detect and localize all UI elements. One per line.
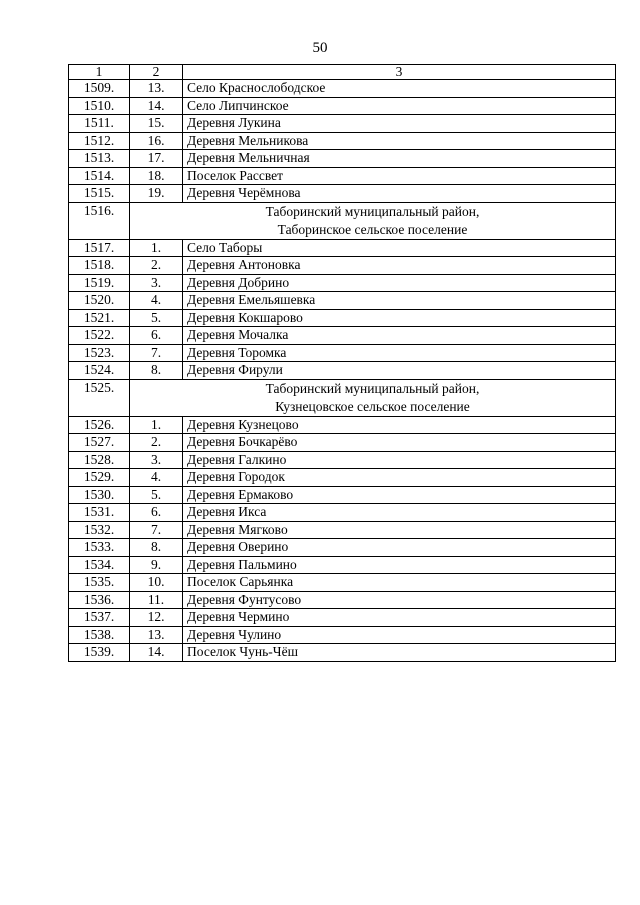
row-total-number: 1532.: [69, 521, 130, 539]
page-number: 50: [312, 40, 328, 56]
row-local-number: 13.: [130, 80, 183, 98]
row-local-number: 6.: [130, 504, 183, 522]
row-total-number: 1519.: [69, 274, 130, 292]
row-local-number: 13.: [130, 626, 183, 644]
row-settlement-name: Деревня Городок: [183, 469, 616, 487]
table-row: [69, 344, 616, 362]
row-settlement-name: Деревня Кокшарово: [183, 309, 616, 327]
row-settlement-name: Деревня Мягково: [183, 521, 616, 539]
row-settlement-name: Деревня Чулино: [183, 626, 616, 644]
row-total-number: 1533.: [69, 539, 130, 557]
table-row: [69, 591, 616, 609]
row-settlement-name: Деревня Антоновка: [183, 257, 616, 275]
row-total-number: 1520.: [69, 292, 130, 310]
row-settlement-name: Село Таборы: [183, 239, 616, 257]
row-settlement-name: Село Краснослободское: [183, 80, 616, 98]
row-settlement-name: Деревня Мельничная: [183, 150, 616, 168]
table-row: [69, 362, 616, 380]
table-row: [69, 486, 616, 504]
section-title-district: Таборинский муниципальный район,: [265, 203, 480, 219]
table-row: [69, 574, 616, 592]
row-total-number: 1535.: [69, 574, 130, 592]
row-total-number: 1510.: [69, 97, 130, 115]
table-row: [69, 132, 616, 150]
row-local-number: 8.: [130, 362, 183, 380]
row-settlement-name: Деревня Бочкарёво: [183, 434, 616, 452]
row-total-number: 1528.: [69, 451, 130, 469]
row-local-number: 3.: [130, 451, 183, 469]
row-total-number: 1525.: [69, 379, 130, 416]
row-total-number: 1514.: [69, 167, 130, 185]
column-header-total-number: 1: [69, 65, 130, 80]
row-settlement-name: Деревня Мельникова: [183, 132, 616, 150]
row-total-number: 1523.: [69, 344, 130, 362]
row-local-number: 4.: [130, 292, 183, 310]
table-row: [69, 185, 616, 203]
row-settlement-name: Поселок Чунь-Чёш: [183, 644, 616, 662]
row-local-number: 2.: [130, 434, 183, 452]
row-total-number: 1527.: [69, 434, 130, 452]
row-settlement-name: Деревня Черёмнова: [183, 185, 616, 203]
row-total-number: 1513.: [69, 150, 130, 168]
row-total-number: 1517.: [69, 239, 130, 257]
row-local-number: 15.: [130, 115, 183, 133]
column-header-local-number: 2: [130, 65, 183, 80]
row-settlement-name: Деревня Добрино: [183, 274, 616, 292]
row-total-number: 1522.: [69, 327, 130, 345]
row-local-number: 5.: [130, 486, 183, 504]
section-title-settlement: Таборинское сельское поселение: [277, 221, 468, 237]
settlements-table: [68, 64, 616, 662]
section-title: [130, 379, 616, 416]
section-title: [130, 202, 616, 239]
table-row: [69, 115, 616, 133]
row-total-number: 1509.: [69, 80, 130, 98]
row-total-number: 1521.: [69, 309, 130, 327]
row-total-number: 1515.: [69, 185, 130, 203]
row-local-number: 7.: [130, 521, 183, 539]
row-settlement-name: Деревня Фунтусово: [183, 591, 616, 609]
column-header-settlement-name: 3: [183, 65, 616, 80]
row-local-number: 11.: [130, 591, 183, 609]
table-row: [69, 292, 616, 310]
row-total-number: 1524.: [69, 362, 130, 380]
row-settlement-name: Деревня Пальмино: [183, 556, 616, 574]
row-total-number: 1511.: [69, 115, 130, 133]
row-settlement-name: Село Липчинское: [183, 97, 616, 115]
table-row: [69, 167, 616, 185]
table-row: [69, 150, 616, 168]
table-row: [69, 416, 616, 434]
row-local-number: 14.: [130, 97, 183, 115]
table-row: [69, 327, 616, 345]
table-row: [69, 556, 616, 574]
table-row: [69, 521, 616, 539]
row-total-number: 1538.: [69, 626, 130, 644]
table-row: [69, 239, 616, 257]
table-row: [69, 257, 616, 275]
table-row: [69, 644, 616, 662]
row-total-number: 1516.: [69, 202, 130, 239]
row-total-number: 1526.: [69, 416, 130, 434]
row-settlement-name: Деревня Ермаково: [183, 486, 616, 504]
row-settlement-name: Деревня Лукина: [183, 115, 616, 133]
row-settlement-name: Деревня Емельяшевка: [183, 292, 616, 310]
row-local-number: 5.: [130, 309, 183, 327]
row-local-number: 2.: [130, 257, 183, 275]
row-settlement-name: Деревня Икса: [183, 504, 616, 522]
row-settlement-name: Деревня Галкино: [183, 451, 616, 469]
row-settlement-name: Деревня Кузнецово: [183, 416, 616, 434]
row-local-number: 17.: [130, 150, 183, 168]
row-local-number: 4.: [130, 469, 183, 487]
row-local-number: 19.: [130, 185, 183, 203]
table-row: [69, 609, 616, 627]
row-local-number: 10.: [130, 574, 183, 592]
table-body: [69, 80, 616, 662]
row-settlement-name: Деревня Торомка: [183, 344, 616, 362]
table-row: [69, 434, 616, 452]
row-local-number: 12.: [130, 609, 183, 627]
row-local-number: 18.: [130, 167, 183, 185]
row-total-number: 1512.: [69, 132, 130, 150]
row-settlement-name: Деревня Фирули: [183, 362, 616, 380]
row-settlement-name: Деревня Чермино: [183, 609, 616, 627]
table-row: [69, 309, 616, 327]
section-title-district: Таборинский муниципальный район,: [265, 380, 480, 396]
table-header-row: [69, 65, 616, 80]
row-settlement-name: Поселок Сарьянка: [183, 574, 616, 592]
row-local-number: 3.: [130, 274, 183, 292]
row-settlement-name: Деревня Оверино: [183, 539, 616, 557]
row-local-number: 9.: [130, 556, 183, 574]
row-total-number: 1529.: [69, 469, 130, 487]
table-row: [69, 504, 616, 522]
row-total-number: 1537.: [69, 609, 130, 627]
table-row: [69, 97, 616, 115]
section-header-row: [69, 379, 616, 416]
row-local-number: 1.: [130, 239, 183, 257]
row-local-number: 14.: [130, 644, 183, 662]
section-title-settlement: Кузнецовское сельское поселение: [275, 398, 470, 414]
row-total-number: 1530.: [69, 486, 130, 504]
table-row: [69, 539, 616, 557]
row-local-number: 7.: [130, 344, 183, 362]
table-row: [69, 80, 616, 98]
table-row: [69, 469, 616, 487]
row-total-number: 1539.: [69, 644, 130, 662]
row-local-number: 8.: [130, 539, 183, 557]
table-row: [69, 451, 616, 469]
row-settlement-name: Деревня Мочалка: [183, 327, 616, 345]
row-total-number: 1518.: [69, 257, 130, 275]
row-total-number: 1534.: [69, 556, 130, 574]
row-total-number: 1536.: [69, 591, 130, 609]
table-row: [69, 274, 616, 292]
row-total-number: 1531.: [69, 504, 130, 522]
row-local-number: 1.: [130, 416, 183, 434]
section-header-row: [69, 202, 616, 239]
row-local-number: 16.: [130, 132, 183, 150]
row-local-number: 6.: [130, 327, 183, 345]
row-settlement-name: Поселок Рассвет: [183, 167, 616, 185]
table-row: [69, 626, 616, 644]
